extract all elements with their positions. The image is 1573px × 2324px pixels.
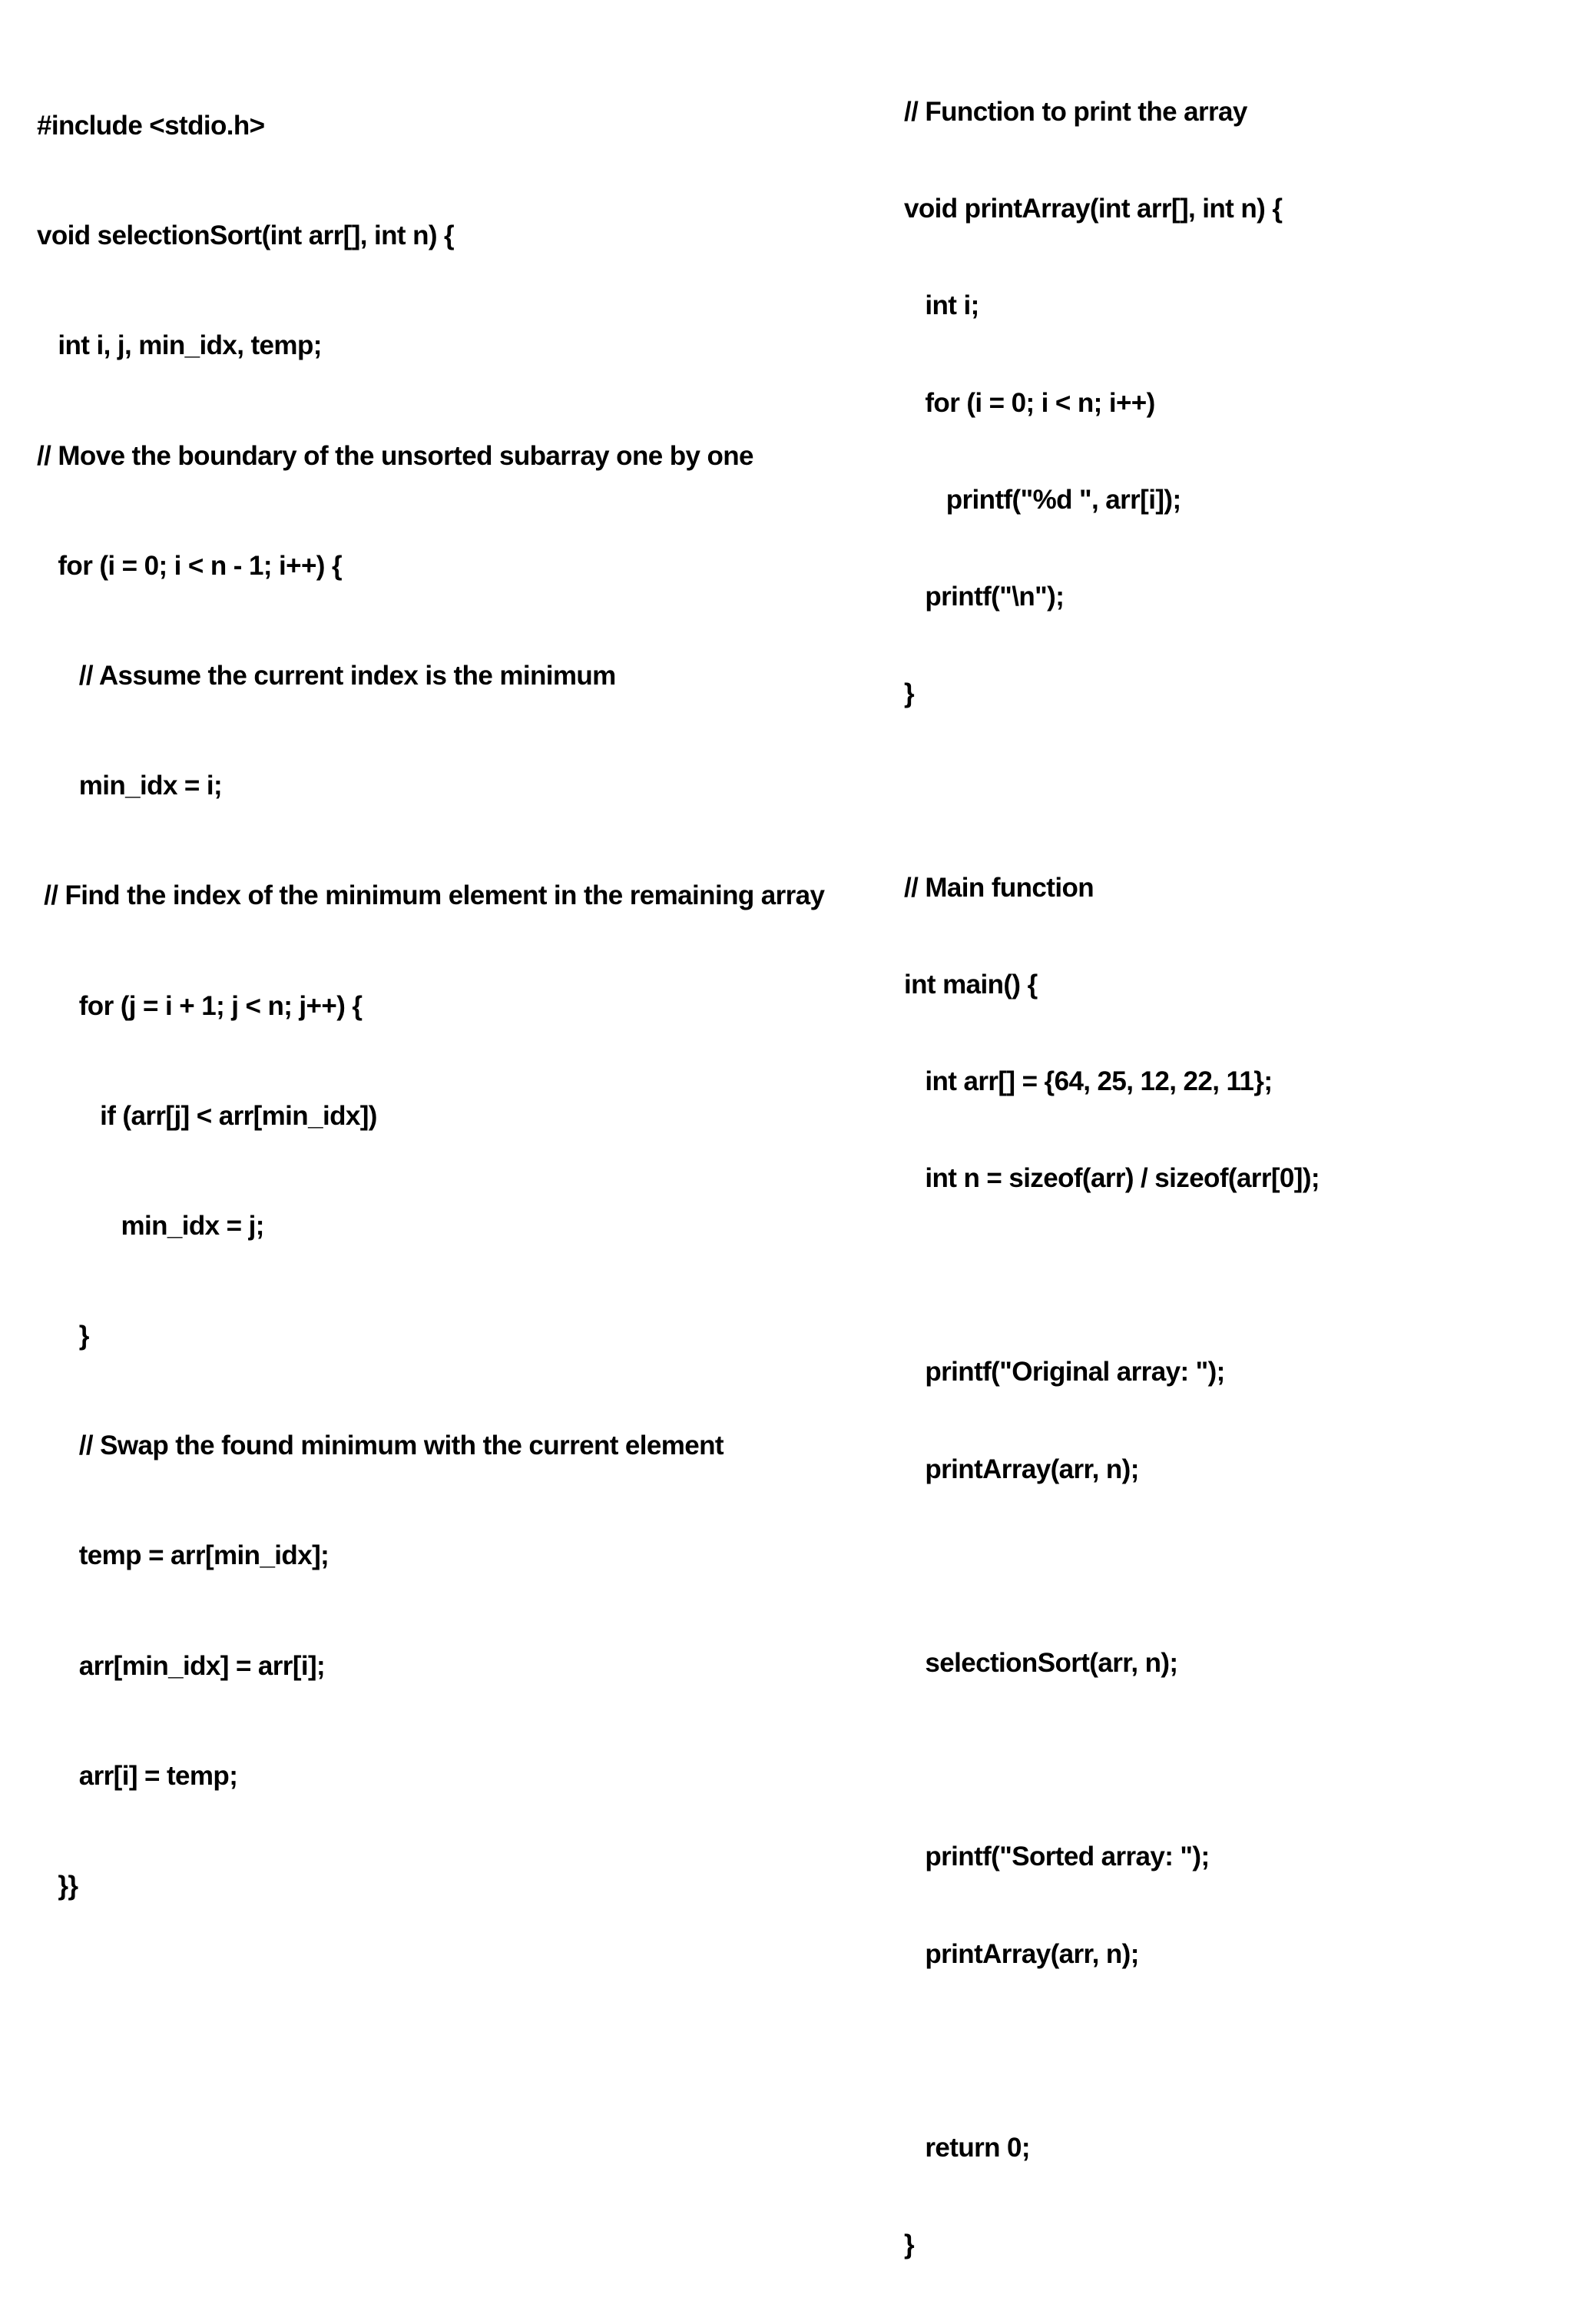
code-comment-line: // Swap the found minimum with the current element — [37, 1431, 724, 1461]
code-comment-line: // Assume the current index is the minimum — [37, 660, 616, 691]
code-line: void selectionSort(int arr[], int n) { — [37, 220, 455, 251]
code-line: printArray(arr, n); — [904, 1454, 1139, 1484]
code-line: void printArray(int arr[], int n) { — [904, 194, 1283, 224]
blank-line — [904, 1742, 1320, 1778]
code-line: } — [37, 1321, 89, 1351]
code-line: printf("\n"); — [904, 581, 1065, 612]
code-line: } — [904, 678, 915, 709]
code-line: min_idx = i; — [37, 771, 223, 801]
code-comment-line: // Function to print the array — [904, 97, 1247, 127]
blank-line — [904, 2034, 1320, 2069]
code-line: printArray(arr, n); — [904, 1938, 1139, 1969]
code-line: printf("Original array: "); — [904, 1357, 1225, 1387]
code-line: for (j = i + 1; j < n; j++) { — [37, 990, 363, 1021]
blank-line — [904, 1258, 1320, 1293]
code-line: #include <stdio.h> — [37, 111, 265, 141]
code-line: int i; — [904, 290, 979, 321]
code-line: for (i = 0; i < n; i++) — [904, 387, 1155, 418]
code-line: int arr[] = {64, 25, 12, 22, 11}; — [904, 1066, 1273, 1096]
code-comment-line: // Find the index of the minimum element in the remaining array — [37, 880, 825, 911]
code-line: int i, j, min_idx, temp; — [37, 330, 322, 361]
code-comment-line: // Main function — [904, 872, 1094, 903]
code-comment-line: // Move the boundary of the unsorted subarray one by one — [37, 440, 753, 471]
code-line: }} — [37, 1871, 78, 1901]
blank-line — [904, 773, 1320, 808]
code-line: return 0; — [904, 2132, 1030, 2163]
code-line: temp = arr[min_idx]; — [37, 1540, 330, 1571]
code-line: printf("Sorted array: "); — [904, 1842, 1210, 1872]
code-line: } — [904, 2230, 915, 2260]
code-line: int main() { — [904, 969, 1038, 1000]
code-line: arr[i] = temp; — [37, 1760, 238, 1791]
code-line: for (i = 0; i < n - 1; i++) { — [37, 550, 343, 581]
selection-sort-code-block — [37, 40, 824, 1971]
code-line: if (arr[j] < arr[min_idx]) — [37, 1100, 377, 1131]
code-line: arr[min_idx] = arr[i]; — [37, 1650, 326, 1681]
code-line: min_idx = j; — [37, 1210, 264, 1241]
blank-line — [904, 1549, 1320, 1584]
code-line: int n = sizeof(arr) / sizeof(arr[0]); — [904, 1163, 1320, 1194]
code-line: selectionSort(arr, n); — [904, 1648, 1178, 1678]
code-line: printf("%d ", arr[i]); — [904, 484, 1181, 515]
main-function-code-block — [904, 33, 1320, 2324]
